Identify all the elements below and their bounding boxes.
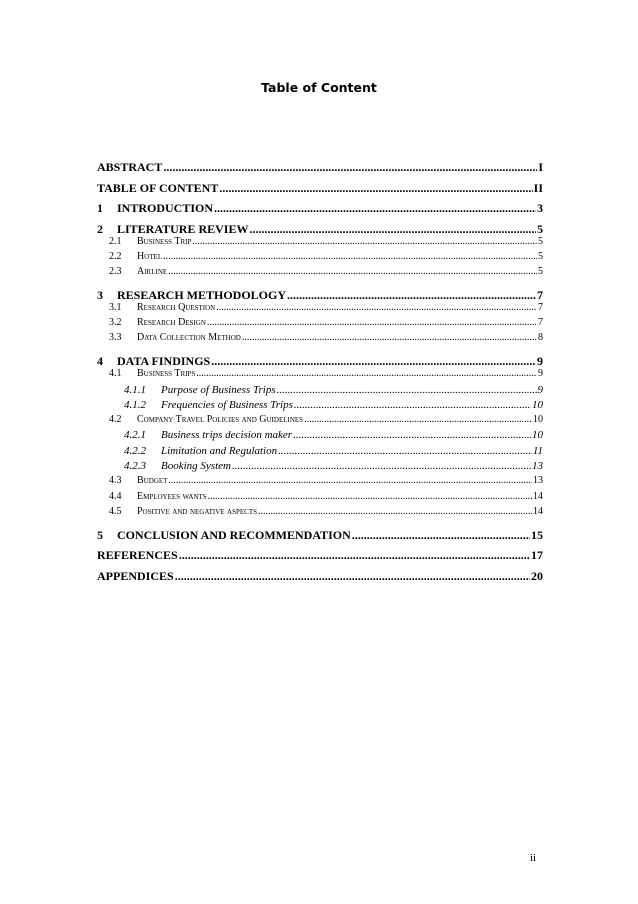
toc-entry-title [97,201,213,216]
toc-entry[interactable] [97,429,543,444]
toc-entry-label: Frequencies of Business Trips [161,398,293,411]
toc-entry-title [109,475,167,486]
toc-entry-number: 3 [97,287,103,302]
toc-entry-number: 4.5 [109,505,122,517]
toc-entry[interactable] [97,354,543,368]
toc-entry-page: 11 [532,444,543,457]
toc-entry-title [109,506,257,517]
toc-entry-number: 4.1.1 [124,383,146,396]
toc-entry-title [97,222,248,237]
toc-entry-label: Research Question [137,301,216,313]
dot-leader [352,528,530,543]
toc-entry-title [97,288,286,303]
toc-entry[interactable] [97,288,543,302]
table-of-contents [97,160,543,583]
toc-entry-page: 5 [538,250,543,262]
toc-entry-page: 3 [537,201,543,215]
dot-leader [207,317,537,328]
dot-leader [175,569,530,584]
toc-entry[interactable] [97,460,543,475]
dot-leader [163,160,537,175]
dot-leader [258,506,532,517]
toc-entry-page: II [533,180,543,195]
toc-entry-number: 4.2.1 [124,429,146,442]
toc-entry-label: CONCLUSION AND RECOMMENDATION [117,527,351,542]
toc-entry-number: 4.2 [109,414,122,426]
toc-entry[interactable] [97,399,543,414]
toc-entry-number: 4.4 [109,490,122,502]
toc-entry-label: LITERATURE REVIEW [117,221,249,236]
toc-entry-page: 9 [537,354,543,369]
toc-entry-label: Research Design [137,317,206,329]
toc-entry-label: REFERENCES [97,548,178,563]
toc-entry[interactable] [97,528,543,542]
toc-entry-page: 8 [538,332,543,344]
toc-entry-title [109,368,195,379]
dot-leader [216,302,537,313]
toc-entry-page: 7 [538,317,543,329]
toc-entry-label: APPENDICES [97,568,174,583]
toc-entry-label: Booking System [161,460,231,473]
dot-leader [278,445,532,457]
toc-entry-label: INTRODUCTION [117,201,214,215]
toc-entry-page: 5 [537,221,543,236]
dot-leader [232,460,531,472]
toc-entry-number: 4.1.2 [124,398,146,411]
toc-entry-page: 10 [532,398,543,411]
toc-entry-label: DATA FINDINGS [117,354,211,369]
toc-entry[interactable] [97,222,543,236]
toc-entry-title [97,354,210,369]
toc-entry[interactable] [97,475,543,490]
toc-entry-title [97,160,162,175]
toc-entry-title [97,181,218,196]
toc-entry[interactable] [97,368,543,383]
toc-entry-title [124,384,276,396]
toc-entry-title [97,528,351,543]
dot-leader [294,399,531,411]
dot-leader [249,222,536,237]
toc-entry-label: Company Travel Policies and Guidelines [137,414,304,426]
toc-entry-page: 5 [538,266,543,278]
toc-entry-page: 13 [533,475,543,487]
dot-leader [168,266,537,277]
toc-entry-title [109,251,162,262]
toc-entry[interactable] [97,548,543,562]
toc-entry-number: 4.2.2 [124,444,146,457]
dot-leader [214,201,536,216]
toc-entry[interactable] [97,181,543,195]
toc-entry-number: 4.3 [109,475,122,487]
toc-entry-title [109,414,303,425]
toc-entry-page: I [538,160,543,174]
toc-entry-label: Employees wants [137,490,207,502]
toc-entry[interactable] [97,160,543,174]
toc-entry-number: 4 [97,354,103,369]
toc-entry-title [109,266,167,277]
toc-entry[interactable] [97,445,543,460]
toc-entry[interactable] [97,506,543,521]
toc-entry-label: Airline [137,266,168,278]
toc-entry-title [124,460,231,472]
toc-entry-title [124,399,293,411]
toc-entry[interactable] [97,251,543,266]
toc-entry[interactable] [97,236,543,251]
toc-entry-label: RESEARCH METHODOLOGY [117,287,287,302]
toc-entry-page: 9 [538,368,543,380]
toc-entry-title [109,332,241,343]
page-title: Table of Content [261,80,377,95]
toc-entry-page: 13 [532,460,543,473]
toc-entry-title [109,302,215,313]
toc-entry-number: 2.1 [109,235,122,247]
toc-entry[interactable] [97,414,543,429]
toc-entry[interactable] [97,332,543,347]
dot-leader [168,475,532,486]
dot-leader [179,548,530,563]
toc-entry-label: Hotel [137,250,163,262]
toc-entry-page: 14 [533,490,543,502]
dot-leader [196,368,537,379]
dot-leader [304,414,532,425]
dot-leader [219,181,532,196]
toc-entry-number: 2.2 [109,250,122,262]
toc-entry-page: 5 [538,235,543,247]
dot-leader [163,251,537,262]
toc-entry-number: 3.3 [109,332,122,344]
toc-entry-page: 17 [531,548,543,563]
toc-entry-number: 3.2 [109,317,122,329]
toc-entry-label: Purpose of Business Trips [161,383,276,396]
dot-leader [192,236,537,247]
page-number: ii [530,852,537,864]
toc-entry-title [109,491,207,502]
toc-entry-page: 10 [532,429,543,442]
toc-entry-number: 5 [97,527,103,542]
dot-leader [242,332,537,343]
toc-entry-number: 1 [97,201,103,215]
toc-entry-label: Limitation and Regulation [161,444,278,457]
toc-entry-number: 4.1 [109,368,122,380]
toc-entry[interactable] [97,266,543,281]
toc-entry-page: 10 [533,414,543,426]
toc-entry[interactable] [97,317,543,332]
toc-entry-label: Positive and negative aspects [137,505,258,517]
toc-entry-label: Business Trip [137,235,192,247]
toc-entry-label: ABSTRACT [97,160,163,174]
dot-leader [277,384,537,396]
toc-entry-number: 2 [97,221,103,236]
toc-entry-title [124,445,277,457]
dot-leader [293,429,531,441]
toc-entry-page: 9 [537,383,543,396]
toc-entry-label: Budget [137,475,168,487]
toc-entry-title [97,548,178,563]
toc-entry-page: 14 [533,505,543,517]
dot-leader [208,491,532,502]
toc-entry-title [109,236,191,247]
toc-entry[interactable] [97,491,543,506]
toc-entry[interactable] [97,569,543,583]
toc-entry-number: 2.3 [109,266,122,278]
toc-entry-label: TABLE OF CONTENT [97,180,219,195]
toc-entry-title [124,429,292,441]
toc-entry-page: 20 [531,568,543,583]
toc-entry-page: 15 [531,527,543,542]
toc-entry-number: 4.2.3 [124,460,146,473]
toc-entry[interactable] [97,201,543,215]
toc-entry-title [109,317,206,328]
toc-entry-label: Business Trips [137,368,196,380]
toc-entry-label: Data Collection Method [137,332,241,344]
toc-entry-page: 7 [537,287,543,302]
toc-entry-page: 7 [538,301,543,313]
toc-entry[interactable] [97,302,543,317]
toc-entry-number: 3.1 [109,301,122,313]
dot-leader [287,288,536,303]
toc-entry-label: Business trips decision maker [161,429,293,442]
dot-leader [211,354,536,369]
toc-entry[interactable] [97,384,543,399]
toc-entry-title [97,569,174,584]
